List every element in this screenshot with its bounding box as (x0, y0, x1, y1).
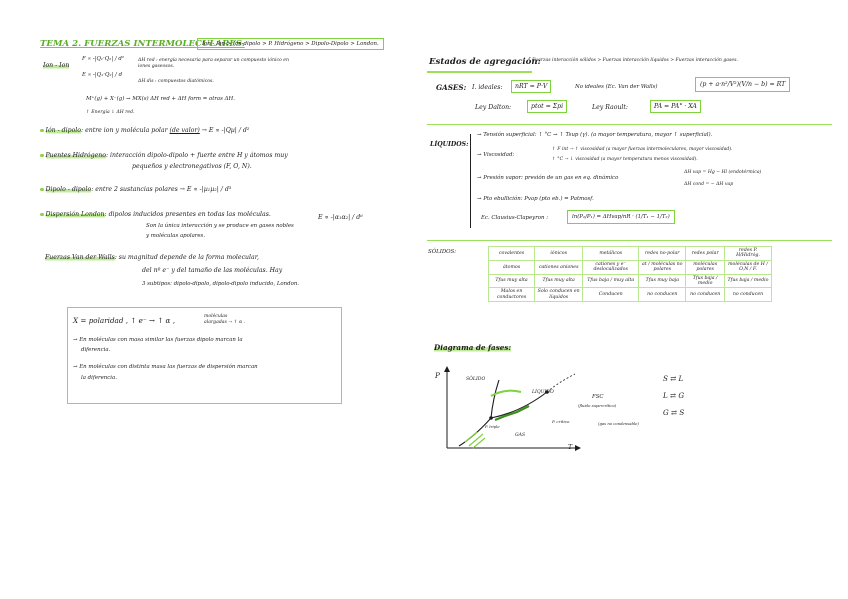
axis-p-label: P (435, 371, 440, 380)
table-row (489, 260, 772, 274)
liquids-ebull: → Pto ebullición: Pvap (pto eb.) = Patmosf. (477, 196, 594, 202)
ion-ion-label: Ion - Ion (43, 62, 70, 69)
bullet-icon (40, 213, 44, 217)
ion-ion-formula-e: E ∝ -|Q₁·Q₂| / d (82, 72, 123, 78)
dipolo-row: Dipolo - dipolo: entre 2 sustancias polares → E ∝ -|µ₁µ₂| / d³ (40, 186, 231, 193)
table-cell: Tfus baja / medio (686, 274, 725, 288)
table-header: covalentes (489, 247, 535, 261)
liquids-tension: → Tensión superficial: ↑ °C → ↑ Tsup (γ). (a mayor temperatura, mayor ↑ superficial). (477, 132, 713, 138)
right-title: Estados de agregación: (429, 57, 541, 67)
table-header: redes polar (686, 247, 725, 261)
vapor-2: ΔH vap = Hg − Hl (endotérmica) (684, 170, 762, 175)
solids-label: SÓLIDOS: (428, 249, 457, 255)
fsc-label: FSC (592, 394, 604, 400)
table-cell: cationes aniones (535, 260, 583, 274)
left-title-chain: Ion - Ion > Ion-dipolo > P. Hidrógeno > Dipolo-Dipolo > London. (197, 38, 384, 50)
gas-note: (gas no condensable) (598, 421, 639, 426)
table-row (489, 288, 772, 302)
gas-label: GAS (515, 433, 526, 438)
table-cell: no conducen (686, 288, 725, 302)
dipolo-formula: → E ∝ -|µ₁µ₂| / d³ (179, 186, 232, 193)
gas-highlight (495, 406, 529, 420)
dipolo-label: Dipolo - dipolo (45, 186, 92, 193)
visc-2: ↑ °C → ↓ viscosidad (a mayor temperatura menos viscosidad). (552, 157, 698, 162)
notes-line-3: → En moléculas con distinta masa las fuerzas de dispersión marcan (73, 364, 258, 370)
vaporization-curve (491, 392, 547, 418)
table-cell: Conducen (583, 288, 639, 302)
phase-diagram (425, 362, 605, 462)
bullet-icon (40, 188, 44, 192)
liquids-brace (470, 134, 472, 228)
legend-gs: G ⇄ S (663, 408, 685, 417)
gases-ideal-label: I. ideales: (472, 84, 503, 91)
solid-label: SÓLIDO (466, 377, 486, 382)
solids-table (488, 246, 772, 302)
puentes-row: Puentes Hidrógeno: interacción dipolo-dipolo + fuerte entre H y átomos muy (40, 152, 288, 159)
london-formula: E ∝ -|α₁α₂| / d⁶ (318, 214, 363, 221)
ion-ion-formula-3: M⁺(g) + X⁻(g) → MX(s) ΔH red + ΔH form = otras ΔH. (86, 96, 235, 102)
ion-dipolo-label: Ión - dipolo (45, 127, 82, 134)
dalton-formula: ptot = Σpi (527, 100, 567, 113)
notes-line-2: → En moléculas con masa similar las fuerzas dipolo marcan la (73, 337, 243, 343)
p-axis-arrow-icon (444, 366, 450, 372)
tension-text: Tensión superficial: ↑ °C → ↑ Tsup (γ). (a mayor temperatura, mayor ↑ superficial). (483, 132, 713, 138)
london-text-3: y moléculas apolares. (146, 233, 206, 239)
liquid-label: LÍQUIDO (532, 390, 554, 395)
clausius-formula: ln(P₂/P₁) = ΔHvap/nR · (1/T₁ − 1/T₂) (567, 210, 675, 224)
axis-t-label: T (568, 444, 573, 451)
visc-1: ↑ F int → ↑ viscosidad (a mayor fuerzas intermoleculares, mayor viscosidad). (552, 147, 733, 152)
diagram-title: Diagrama de fases: (434, 343, 512, 352)
table-header: iónicos (535, 247, 583, 261)
fsc-note: (fluido supercrítico) (578, 403, 617, 408)
vdw-text-2: del nº e⁻ y del tamaño de las moléculas. Hay (142, 267, 283, 274)
dipolo-text: entre 2 sustancias polares (95, 186, 178, 193)
gases-ideal-formula: nRT = P·V (511, 80, 551, 93)
right-title-chain: Fuerzas interacción sólidos > Fuerzas interacción líquidos > Fuerzas interacción gases. (532, 58, 738, 63)
table-cell: moléculas de H / O,N / F. (725, 260, 772, 274)
london-row: Dispersión London: dipolos inducidos presentes en todas las moléculas. (40, 211, 271, 218)
notes-line-1: X = polaridad , ↑ e⁻ → ↑ α , (73, 316, 175, 325)
raoult-formula: PA = PA° · XA (650, 100, 701, 113)
gases-nonideal-label: No ideales (Ec. Van der Walls) (575, 84, 658, 90)
triple-point (489, 416, 493, 420)
gases-label: GASES: (436, 83, 467, 92)
puentes-text-1: interacción dipolo-dipolo + fuerte entre H y átomos muy (110, 152, 288, 159)
liquids-vapor: → Presión vapor: presión de un gas en eq. dinámico (477, 175, 619, 181)
london-text-1: dipolos inducidos presentes en todas las moléculas. (108, 211, 271, 218)
table-cell: Tfus baja / muy alta (583, 274, 639, 288)
ebull-text: Pto ebullición: Pvap (pto eb.) = Patmosf. (483, 196, 594, 202)
table-header: redes P. H/Hidróg. (725, 247, 772, 261)
vdw-text-3: 3 subtipos: dipolo-dipolo, dipolo-dipolo inducido, London. (142, 281, 300, 287)
table-cell: Tfus muy alta (489, 274, 535, 288)
vapor-text: Presión vapor: presión de un gas en eq. dinámico (483, 175, 619, 181)
dalton-label: Ley Dalton: (475, 104, 512, 111)
legend-lg: L ⇄ G (663, 391, 685, 400)
t-axis-arrow-icon (575, 445, 581, 451)
ion-ion-note-1: ΔH red : energía necesaria para separar un compuesto iónico en iones gaseosos. (138, 58, 289, 69)
ion-dipolo-row: Ión - dipolo: entre ion y molécula polar (de valor) → E ∝ -|Qµ| / d² (40, 127, 249, 134)
table-cell: at / moléculas no polares (639, 260, 686, 274)
london-label: Dispersión London (45, 211, 105, 218)
sublimation-curve (459, 418, 491, 446)
title-underline (427, 71, 532, 73)
vdw-label: Fuerzas Van der Walls (45, 254, 115, 261)
vapor-3: ΔH cond = − ΔH vap (684, 182, 734, 187)
table-cell: Malos en conductores (489, 288, 535, 302)
left-title: TEMA 2. FUERZAS INTERMOLECULARES. (40, 39, 245, 49)
liquids-label: LÍQUIDOS: (430, 141, 469, 148)
liquids-visc-label: → Viscosidad: (477, 152, 515, 158)
table-cell: Tfus muy alta (535, 274, 583, 288)
solid-hatch (465, 432, 485, 448)
ptriple-label: P. triple (485, 424, 500, 429)
raoult-label: Ley Raoult: (592, 104, 628, 111)
table-header: redes no-polar (639, 247, 686, 261)
table-cell: moléculas polares (686, 260, 725, 274)
table-cell: cationes y e⁻ deslocalizados (583, 260, 639, 274)
ion-ion-formula-4: ↑ Energía ↓ ΔH red. (86, 110, 135, 115)
pcrit-label: P. crítico (552, 419, 570, 424)
bullet-icon (40, 129, 44, 133)
table-cell: no conducen (725, 288, 772, 302)
ion-dipolo-highlight: (de valor) (169, 127, 200, 134)
table-row (489, 247, 772, 261)
visc-label-text: Viscosidad: (483, 152, 515, 158)
vdw-row: Fuerzas Van der Walls: su magnitud depende de la forma molecular, (45, 254, 259, 261)
notes-line-3b: la diferencia. (81, 375, 117, 381)
puentes-text-2: pequeños y electronegativos (F, O, N). (132, 163, 252, 170)
ion-ion-note-2: ΔH dis : compuestos diatómicos. (138, 79, 214, 84)
fusion-curve (491, 380, 499, 418)
table-cell: no conducen (639, 288, 686, 302)
clausius-label: Ec. Clausius-Clapeyron : (481, 215, 549, 221)
vdw-text-1: su magnitud depende de la forma molecular, (118, 254, 259, 261)
table-cell: Tfus muy baja (639, 274, 686, 288)
gases-vdw-formula: (p + a·n²/V²)(V/n − b) = RT (695, 77, 790, 92)
puentes-label: Puentes Hidrógeno (45, 152, 106, 159)
table-cell: átomos (489, 260, 535, 274)
table-cell: Tfus baja / medio (725, 274, 772, 288)
gases-divider (427, 124, 832, 125)
table-header: metálicos (583, 247, 639, 261)
table-row (489, 274, 772, 288)
notes-line-2b: diferencia. (81, 347, 111, 353)
ion-dipolo-text: entre ion y molécula polar (85, 127, 168, 134)
liquids-divider (427, 240, 832, 241)
legend-sl: S ⇄ L (663, 374, 684, 383)
london-text-2: Son la única interacción y se produce en gases nobles (146, 223, 294, 229)
notes-line-1b: moléculas alargadas → ↑ α . (204, 314, 245, 325)
ion-dipolo-formula: → E ∝ -|Qµ| / d² (201, 127, 250, 134)
bullet-icon (40, 154, 44, 158)
table-cell: Solo conducen en líquidos (535, 288, 583, 302)
ion-ion-formula-f: F ∝ -|Q₁·Q₂| / d² (82, 56, 124, 62)
